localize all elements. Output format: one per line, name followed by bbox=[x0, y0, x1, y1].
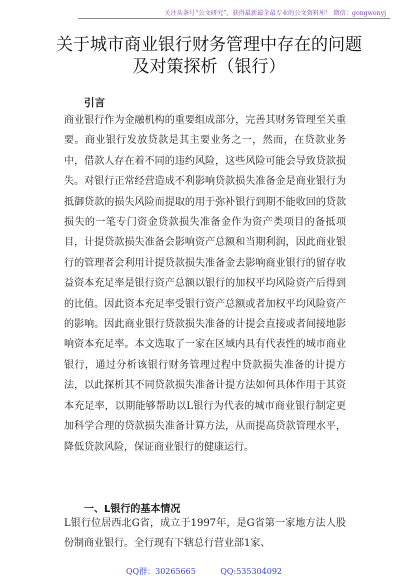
intro-heading: 引言 bbox=[84, 97, 105, 109]
footer-qq-group: QQ群：30265665 bbox=[125, 567, 196, 576]
section1-paragraph: L银行位居西北G省，成立于1997年，是G省第一家地方法人股份制商业银行。全行现有下辖总行营业部1家、 bbox=[64, 518, 346, 550]
header-rule bbox=[78, 18, 390, 19]
section1-heading: 一、L银行的基本情况 bbox=[84, 504, 181, 515]
intro-paragraph: 商业银行作为金融机构的重要组成部分，完善其财务管理至关重要。商业银行发放贷款是其主要业务之一，然而，在贷款业务中，借款人存在着不同的违约风险，这些风险可能会导致贷款损失。对银行正常经营造成不利影响贷款损失准备金是商业银行为抵御贷款的损失风险而提取的用于弥补银行到期不能收回的贷款损失的一笔专门资金贷款损失准备金作为资产类项目的备抵项目，计提贷款损失准备会影响资产总额和当期利润，因此商业银行的管理者会利用计提贷款损失准备金去影响商业银行的留存收益资本充足率是银行资产总额以银行的加权平均风险资产后得到的比值。因此资本充足率受银行资产总额或者加权平均风险资产的影响。因此商业银行贷款损失准备的计提会直接或者间接地影响资本充足率。本文选取了一家在区域内具有代表性的城市商业银行，通过分析该银行财务管理过程中贷款损失准备的计提方法，以此探析其不同贷款损失准备计提方法如何具体作用于其资本充足率，以期能够帮助以L银行为代表的城市商业银行制定更加科学合理的贷款损失准备计算方法，从而提高贷款管理水平，降低贷款风险，保证商业银行的健康运行。 bbox=[64, 115, 346, 453]
document-title bbox=[30, 34, 388, 78]
title-line-2: 及对策探析（银行） bbox=[132, 57, 286, 77]
title-line-1: 关于城市商业银行财务管理中存在的问题 bbox=[56, 35, 362, 55]
footer-qq-contact: QQ:535304092 bbox=[220, 567, 282, 576]
footer bbox=[0, 566, 408, 577]
header-banner: 关注头条号“公文研究”，获得最新最全最专业的公文资料库！ 微信：gongwenyj bbox=[164, 10, 386, 17]
